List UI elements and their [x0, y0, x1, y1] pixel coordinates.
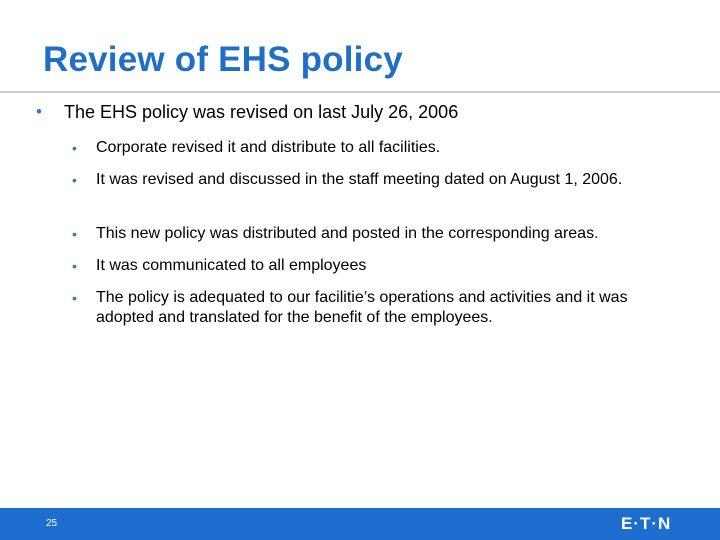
sub-point [72, 138, 682, 158]
sub-point-text: This new policy was distributed and posted in the corresponding areas. [96, 225, 599, 242]
sub-point-text: The policy is adequated to our facilitie’s operations and activities and it was adopted and translated for the benefit of the employees. [96, 289, 628, 326]
slide-title: Review of EHS policy [43, 40, 403, 79]
sub-point [72, 288, 682, 328]
bullet-icon: • [72, 290, 77, 306]
sub-point [72, 224, 682, 244]
sub-point [72, 256, 682, 276]
bullet-icon: • [72, 258, 77, 274]
bullet-icon: • [72, 140, 77, 156]
eaton-logo-icon: E·T·N [621, 514, 672, 533]
sub-point-text: It was communicated to all employees [96, 257, 367, 274]
sub-point-text: It was revised and discussed in the staff meeting dated on August 1, 2006. [96, 171, 623, 188]
sub-point [72, 170, 682, 190]
bullet-icon: • [72, 226, 77, 242]
bullet-icon: • [72, 172, 77, 188]
title-divider [0, 91, 720, 93]
sub-point-text: Corporate revised it and distribute to all facilities. [96, 139, 441, 156]
main-bullet-icon: • [36, 102, 42, 121]
page-number: 25 [46, 518, 58, 529]
footer-bar [0, 508, 720, 540]
main-point: The EHS policy was revised on last July 26, 2006 [64, 102, 459, 122]
